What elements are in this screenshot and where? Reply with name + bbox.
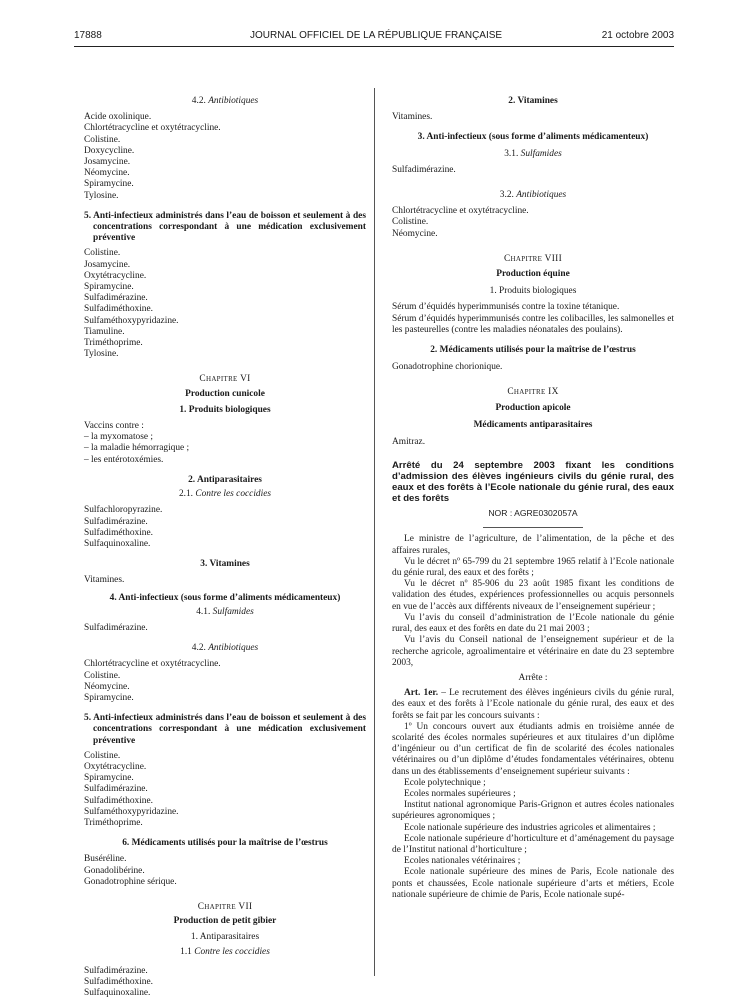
drug-list [84, 112, 366, 202]
list-item: Sulfadimérazine. [84, 622, 148, 633]
paragraph: Sérum d’équidés hyperimmunisés contre les colibacilles, les salmonelles et les pasteurelles (contre les maladies néonatales des poulains). [392, 313, 674, 335]
list-item: Ecole nationale supérieure d’horticulture et d’aménagement du paysage de l’Institut national d’horticulture ; [392, 833, 674, 855]
list-item: Gonadotrophine sérique. [84, 876, 177, 887]
list-item: Chlortétracycline et oxytétracycline. [84, 123, 221, 134]
section-heading: 4.2. Antibiotiques [191, 96, 259, 106]
list-item: Sulfadimérazine. [392, 164, 456, 175]
section-heading: 4. Anti-infectieux (sous forme d’aliments médicamenteux) [109, 592, 341, 603]
subsection-heading: 4.1. Sulfamides [196, 606, 254, 617]
drug-list [84, 505, 366, 550]
list-item: Sulfadiméthoxine. [84, 795, 153, 806]
list-item: Triméthoprime. [84, 338, 143, 349]
list-item: Spiramycine. [84, 179, 134, 190]
list-item: Chlortétracycline et oxytétracycline. [84, 659, 221, 670]
page-header [74, 30, 674, 44]
section-heading: 3. Anti-infectieux (sous forme d’aliments médicamenteux) [417, 132, 649, 143]
list-item: Sulfachloropyrazine. [84, 505, 163, 516]
section-heading: 1. Produits biologiques [489, 286, 577, 297]
list-item: Sulfadimérazine. [84, 965, 148, 976]
decree-title: Arrêté du 24 septembre 2003 fixant les conditions d’admission des élèves ingénieurs civils du génie rural, des eaux et des forêts à l’Ecole nationale du génie rural, des eaux et des forêts [392, 460, 674, 505]
list-item: Vitamines. [84, 575, 125, 586]
section-heading: Médicaments antiparasitaires [473, 419, 593, 430]
list-item: Colistine. [84, 134, 121, 145]
paragraph: 1º Un concours ouvert aux étudiants admis en troisième année de scolarité des écoles normales supérieures et aux titulaires d’un diplôme d’ingénieur ou d’un certificat de fin de scolarité des écoles nationales vétérinaires ou d’un diplôme d’études fondamentales vétérinaires, obtenu dans un des établissements d’enseignement supérieur suivants : [392, 721, 674, 777]
chapter-heading: Chapitre IX [507, 387, 559, 398]
list-item: Néomycine. [84, 168, 130, 179]
chapter-subtitle: Production équine [496, 269, 570, 280]
list-item: Sulfadimérazine. [84, 516, 148, 527]
subsection-heading: 3.1. Sulfamides [504, 148, 562, 159]
chapter-heading: Chapitre VIII [503, 253, 563, 264]
list-item: Sulfaméthoxypyridazine. [84, 315, 179, 326]
chapter-heading: Chapitre VI [199, 374, 251, 385]
list-item: Spiramycine. [84, 692, 134, 703]
list-item: Ecoles normales supérieures ; [404, 788, 516, 799]
section-heading: 1. Antiparasitaires [190, 932, 260, 943]
list-item: Sulfadimérazine. [84, 784, 148, 795]
list-item: Josamycine. [84, 157, 131, 168]
section-heading: 6. Médicaments utilisés pour la maîtrise de l’œstrus [122, 838, 328, 849]
paragraph: Vu le décret nº 85-906 du 23 août 1985 fixant les conditions de validation des études, expériences professionnelles ou acquis personnels en vue de l’accès aux différents niveaux de l’enseignement supérieur ; [392, 579, 674, 612]
drug-list [84, 854, 366, 888]
list-item: Oxytétracycline. [84, 761, 147, 772]
list-item: Néomycine. [84, 681, 130, 692]
list-item: Ecoles nationales vétérinaires ; [404, 856, 521, 867]
list-item: Chlortétracycline et oxytétracycline. [392, 206, 529, 217]
list-item: Sulfadiméthoxine. [84, 527, 153, 538]
list-item: Tylosine. [84, 190, 119, 201]
list-item: Colistine. [84, 248, 121, 259]
issue-date: 21 octobre 2003 [601, 30, 674, 41]
section-heading: 2. Médicaments utilisés pour la maîtrise de l’œstrus [430, 345, 636, 356]
list-item: Sulfaquinoxaline. [84, 538, 151, 549]
list-item: – la myxomatose ; [84, 432, 153, 443]
section-heading: 1. Produits biologiques [179, 404, 271, 415]
list-item: Spiramycine. [84, 773, 134, 784]
list-item: Ecole nationale supérieure des industries agricoles et alimentaires ; [404, 822, 656, 833]
drug-list [84, 966, 366, 999]
header-rule [74, 46, 674, 47]
list-item: Institut national agronomique Paris-Grignon et autres écoles nationales supérieures agronomiques ; [392, 800, 674, 822]
list-item: Sulfaquinoxaline. [84, 988, 151, 999]
list-item: Doxycycline. [84, 145, 135, 156]
chapter-subtitle: Production apicole [495, 402, 571, 413]
list-item: Ecole nationale supérieure des mines de Paris, Ecole nationale des ponts et chaussées, Ecole nationale supérieure d’arts et métiers, Ecole nationale supérieure de chimie de Paris, Ecole nationale supé- [392, 867, 674, 900]
nor-reference: NOR : AGRE0302057A [488, 508, 578, 519]
list-item: Gonadolibérine. [84, 865, 145, 876]
section-heading: 2. Antiparasitaires [188, 474, 262, 485]
list-item: Buséréline. [84, 854, 127, 865]
left-column [84, 96, 366, 999]
list-item: Spiramycine. [84, 282, 134, 293]
right-column [392, 96, 674, 901]
list-item: Gonadotrophine chorionique. [392, 362, 503, 373]
list-item: Sulfadiméthoxine. [84, 977, 153, 987]
journal-title: JOURNAL OFFICIEL DE LA RÉPUBLIQUE FRANÇAISE [250, 30, 503, 41]
list-item: Tylosine. [84, 349, 119, 360]
drug-list [84, 751, 366, 829]
list-item: – les entérotoxémies. [84, 454, 164, 465]
paragraph: Le ministre de l’agriculture, de l’alimentation, de la pêche et des affaires rurales, [392, 534, 674, 556]
section-heading: 3. Vitamines [200, 559, 250, 570]
list-item: Sulfadiméthoxine. [84, 304, 153, 315]
list-item: Colistine. [392, 217, 429, 228]
page-number: 17888 [74, 30, 102, 41]
drug-list [84, 248, 366, 360]
chapter-heading: Chapitre VII [197, 901, 253, 912]
subsection-heading: 3.2. Antibiotiques [499, 190, 567, 201]
chapter-subtitle: Production cunicole [185, 388, 265, 399]
list-item: Colistine. [84, 670, 121, 681]
list-item: Oxytétracycline. [84, 270, 147, 281]
subsection-heading: 1.1 Contre les coccidies [180, 946, 270, 957]
list-item: Néomycine. [392, 228, 438, 239]
paragraph: Vu le décret nº 65-799 du 21 septembre 1965 relatif à l’Ecole nationale du génie rural, des eaux et des forêts ; [392, 556, 674, 579]
paragraph: Vu l’avis du Conseil national de l’enseignement supérieur et de la recherche agricole, agroalimentaire et vétérinaire en date du 23 septembre 2003, [392, 635, 674, 668]
list-item: Tiamuline. [84, 326, 125, 337]
list-item: Triméthoprime. [84, 817, 143, 828]
separator [483, 527, 583, 528]
list-item: Colistine. [84, 750, 121, 761]
paragraph: Vu l’avis du conseil d’administration de l’Ecole nationale du génie rural, des eaux et des forêts en date du 21 mai 2003 ; [392, 612, 674, 635]
drug-list [84, 659, 366, 704]
decree-verb: Arrête : [518, 672, 548, 683]
section-heading: 5. Anti-infectieux administrés dans l’eau de boisson et seulement à des concentrations correspondant à une médication exclusivement préventive [84, 210, 366, 244]
list-item: Sulfaméthoxypyridazine. [84, 806, 179, 817]
paragraph: Sérum d’équidés hyperimmunisés contre la toxine tétanique. [392, 302, 620, 313]
subsection-heading: 4.2. Antibiotiques [191, 643, 259, 654]
column-divider [374, 88, 375, 976]
article-1: Art. 1er. – Le recrutement des élèves ingénieurs civils du génie rural, des eaux et des forêts à l’Ecole nationale du génie rural, des eaux et des forêts se fait par les concours suivants : [392, 688, 675, 721]
list-item: Ecole polytechnique ; [404, 777, 486, 788]
section-heading: 2. Vitamines [508, 96, 558, 106]
list-item: Josamycine. [84, 259, 131, 270]
list-item: Amitraz. [392, 437, 426, 448]
list-item: Vaccins contre : [84, 421, 144, 432]
chapter-subtitle: Production de petit gibier [173, 916, 277, 927]
subsection-heading: 2.1. Contre les coccidies [178, 489, 272, 500]
list-item: Sulfadimérazine. [84, 293, 148, 304]
list-item: – la maladie hémorragique ; [84, 443, 190, 454]
list-item: Acide oxolinique. [84, 112, 152, 123]
list-item: Vitamines. [392, 112, 433, 123]
vaccine-list [84, 421, 366, 466]
drug-list [392, 206, 674, 240]
section-heading: 5. Anti-infectieux administrés dans l’eau de boisson et seulement à des concentrations correspondant à une médication exclusivement préventive [84, 713, 366, 746]
